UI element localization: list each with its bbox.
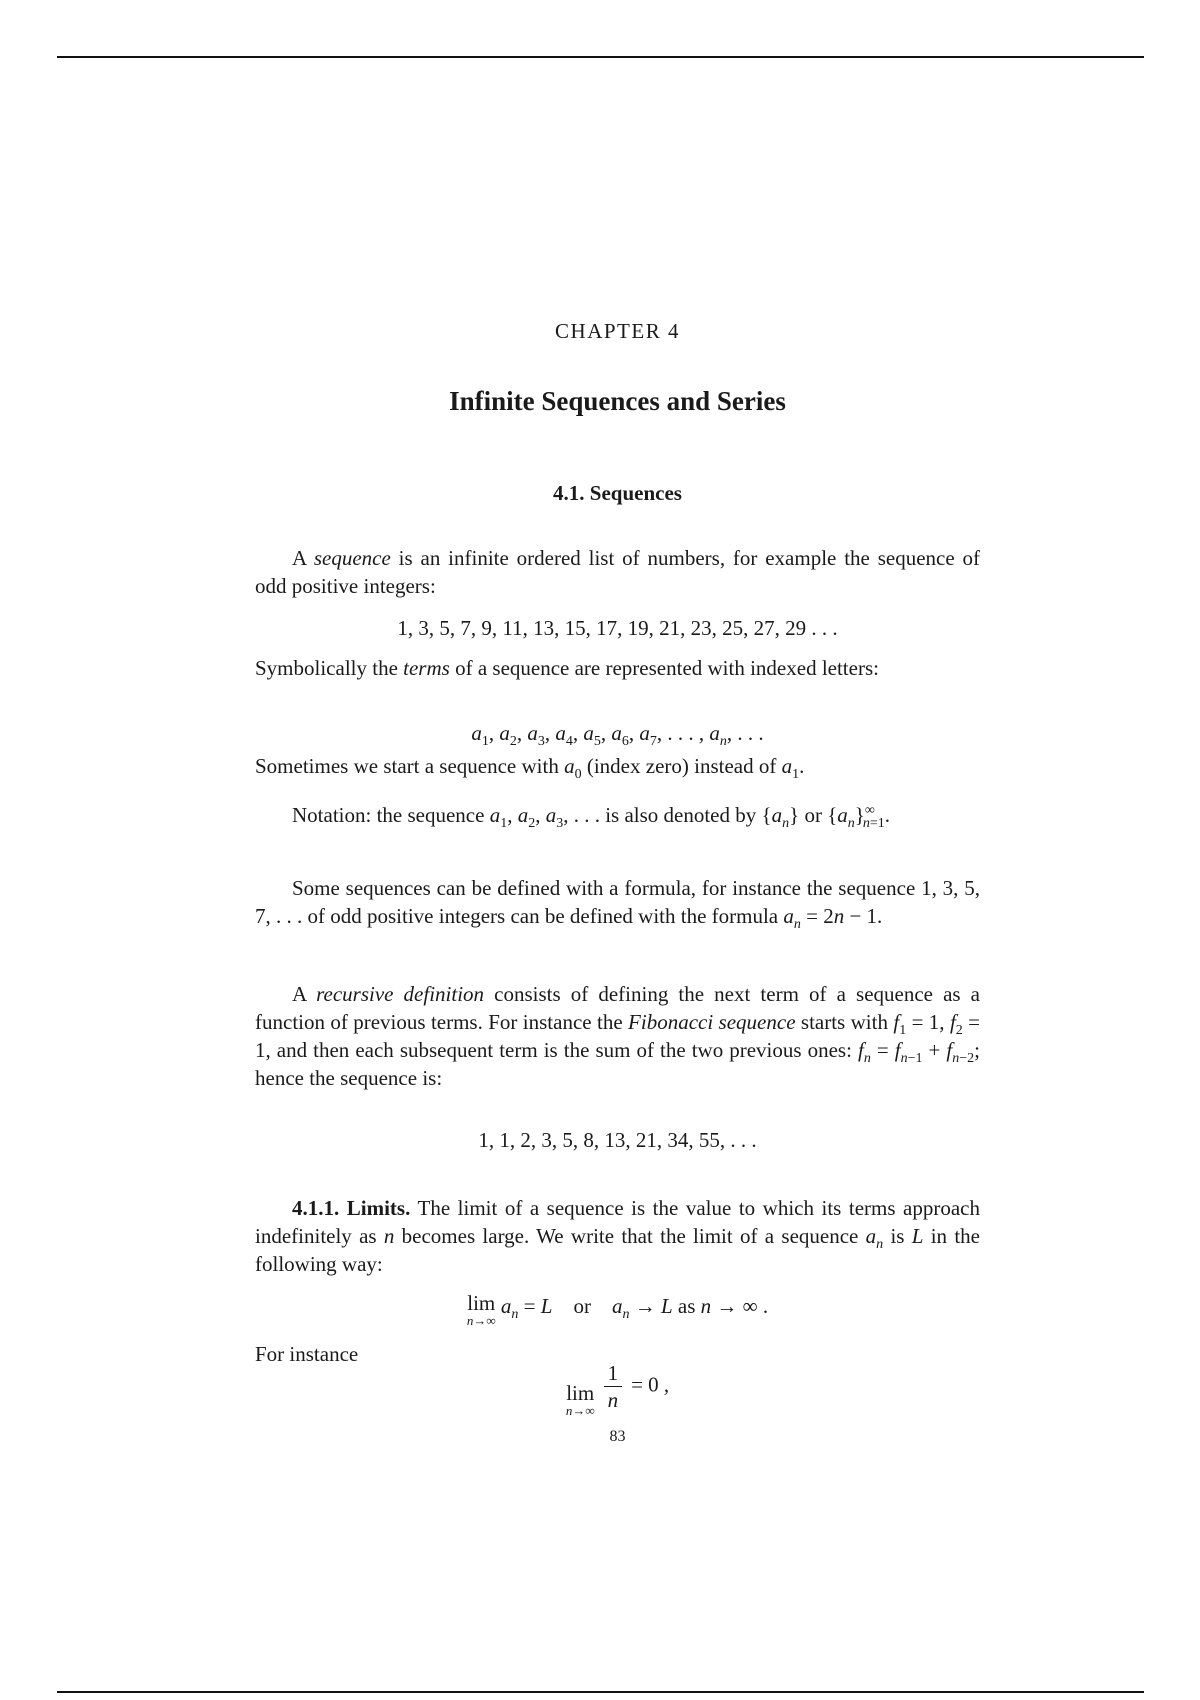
equation-indexed-terms: $a_1$, $a_2$, $a_3$, $a_4$, $a_5$, $a_6$, $a_7$, . . . , $a_n$, . . . <box>471 721 764 750</box>
section-title: 4.1. Sequences <box>553 481 682 505</box>
chapter-title: Infinite Sequences and Series <box>449 386 786 416</box>
footer-rule <box>57 1691 1144 1693</box>
fraction-one-over-n: $\frac{1}{n}$ <box>604 1360 622 1413</box>
term-terms: terms <box>403 656 450 680</box>
term-recursive-definition: recursive definition <box>316 982 485 1006</box>
paragraph-notation: Notation: the sequence $a_1$, $a_2$, $a_3$, . . . is also denoted by $\{a_n\}$ or $\{a_n\}^\infty_{n=1}$. <box>292 803 891 832</box>
equation-limit-definition: lim n→∞ $a_n = L$ or $a_n \to L$ as n → ∞ . <box>466 1291 769 1328</box>
paragraph-limits: 4.1.1. Limits. The limit of a sequence is the value to which its terms approach indefinitely as n becomes large. We write that the limit of a sequence $a_n$ is L in the following way: <box>255 1196 980 1276</box>
paragraph-for-instance: For instance <box>255 1342 359 1366</box>
paragraph-terms: Symbolically the terms of a sequence are represented with indexed letters: <box>255 656 879 680</box>
term-sequence: sequence <box>313 546 391 570</box>
term-fibonacci-sequence: Fibonacci sequence <box>628 1010 796 1034</box>
equation-fibonacci: 1, 1, 2, 3, 5, 8, 13, 21, 34, 55, . . . <box>478 1128 757 1152</box>
paragraph-recursive: A recursive definition consists of defining the next term of a sequence as a function of previous terms. For instance the Fibonacci sequence starts with $f_1 = 1$, $f_2 = 1$, and then each subsequent term is the sum of the two previous ones: $f_n = f_{n-1} + f_{n-2}$; hence the sequence is: <box>255 982 981 1090</box>
limit-operator: lim n→∞ <box>466 1291 496 1328</box>
subsection-title: 4.1.1. Limits. <box>292 1196 411 1220</box>
page-content <box>255 0 980 1700</box>
paragraph-sequence-definition: A sequence is an infinite ordered list of numbers, for example the sequence of odd positive integers: <box>255 546 980 598</box>
paragraph-formula: Some sequences can be defined with a formula, for instance the sequence 1, 3, 5, 7, . . . of odd positive integers can be defined with the formula $a_n = 2n - 1$. <box>255 876 980 933</box>
page-number: 83 <box>609 1428 626 1445</box>
paragraph-index-zero: Sometimes we start a sequence with $a_0$ (index zero) instead of $a_1$. <box>255 754 805 783</box>
limit-operator: lim n→∞ <box>565 1381 595 1418</box>
equation-limit-example: lim n→∞ $\frac{1}{n}$ = 0 , <box>565 1361 670 1418</box>
equation-odd-integers: 1, 3, 5, 7, 9, 11, 13, 15, 17, 19, 21, 23, 25, 27, 29 . . . <box>397 616 838 640</box>
chapter-label: CHAPTER 4 <box>555 319 680 343</box>
